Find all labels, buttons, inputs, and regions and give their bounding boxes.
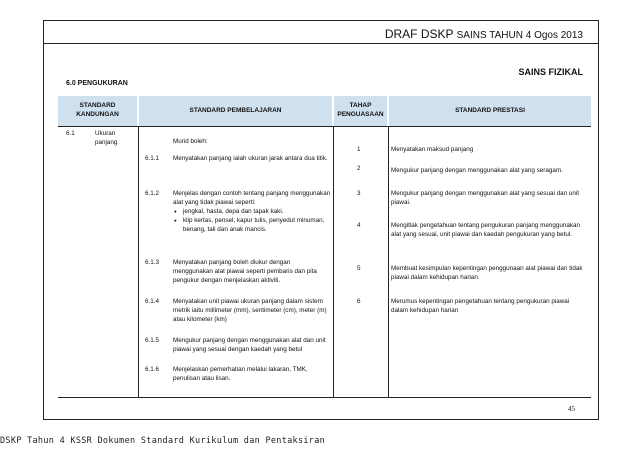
example-item: ● klip kertas, pensel, kapur tulis, penyedut minuman, benang, tali dan anak mancis. [173, 216, 331, 234]
pembelajaran-code: 6.1.4 [145, 298, 160, 305]
subject-heading: SAINS FIZIKAL [518, 67, 583, 77]
standards-table-header [58, 96, 591, 126]
pembelajaran-text: Menyatakan panjang boleh diukur dengan menggunakan alat piawai seperti pembaris dan pita pengukur dengan menjelaskan aktiviti. [173, 259, 317, 285]
header-divider [43, 43, 599, 44]
section-heading: 6.0 PENGUKURAN [66, 80, 128, 87]
example-list [173, 207, 331, 234]
pembelajaran-code: 6.1.6 [145, 366, 160, 373]
prestasi-text: Menyatakan maksud panjang [391, 146, 474, 153]
pembelajaran-text: Mengukur panjang dengan menggunakan alat dan unit piawai yang sesuai dengan kaedah yang betul [173, 337, 326, 354]
draft-title [385, 27, 583, 41]
kandungan-code: 6.1 [66, 130, 75, 137]
tahap-level: 6 [357, 298, 361, 305]
prestasi-text: Mengitlak pengetahuan tentang pengukuran panjang menggunakan alat yang sesuai, unit piawai dan kaedah pengukuran yang betul. [391, 222, 581, 239]
prestasi-text: Merumus kepentingan pengetahuan tentang pengukuran piawai dalam kehidupan harian [391, 298, 570, 315]
tahap-level: 4 [357, 222, 361, 229]
pembelajaran-code: 6.1.2 [145, 190, 160, 197]
col-header-prestasi: STANDARD PRESTASI [388, 96, 591, 126]
tahap-level: 2 [357, 165, 361, 172]
example-item: ● jengkal, hasta, depa dan tapak kaki. [173, 207, 331, 216]
col-header-tahap: TAHAP PENGUASAAN [333, 96, 388, 126]
pembelajaran-text: Menjelaskan pemerhatian melalui lakaran, TMK, penulisan atau lisan. [173, 366, 308, 383]
prestasi-text: Mengukur panjang dengan menggunakan alat yang sesuai dan unit piawai. [391, 190, 579, 207]
footer-caption: DSKP Tahun 4 KSSR Dokumen Standard Kurikulum dan Pentaksiran [0, 436, 326, 446]
pembelajaran-text: Menyatakan unit piawai ukuran panjang dalam sistem metrik iaitu millimeter (mm), sentimeter (cm), meter (m) atau kilometer (km) [173, 298, 327, 324]
kandungan-text: Ukuran panjang [95, 130, 118, 147]
pembelajaran-code: 6.1.3 [145, 259, 160, 266]
column-divider [333, 126, 334, 398]
pembelajaran-text: Menjelas dengan contoh tentang panjang menggunakan alat yang tidak piawai seperti: [173, 190, 331, 207]
page-number: 45 [568, 405, 575, 413]
prestasi-text: Mengukur panjang dengan menggunakan alat yang seragam. [391, 167, 563, 174]
column-divider [388, 126, 389, 398]
tahap-level: 1 [357, 146, 361, 153]
col-header-kandungan: STANDARD KANDUNGAN [58, 96, 138, 126]
col-header-pembelajaran: STANDARD PEMBELAJARAN [138, 96, 333, 126]
pembelajaran-intro: Murid boleh: [173, 138, 208, 145]
tahap-level: 3 [357, 190, 361, 197]
pembelajaran-text: Menyatakan panjang ialah ukuran jarak antara dua titik. [173, 155, 328, 162]
draft-title-main: DRAF DSKP [384, 27, 454, 41]
tahap-level: 5 [357, 265, 361, 272]
draft-title-rest: SAINS TAHUN 4 Ogos 2013 [456, 30, 583, 41]
prestasi-text: Membuat kesimpulan kepentingan penggunaan alat piawai dan tidak piawai dalam kehidupan harian. [391, 265, 583, 282]
column-divider [138, 126, 139, 398]
pembelajaran-code: 6.1.5 [145, 337, 160, 344]
pembelajaran-code: 6.1.1 [145, 155, 160, 162]
